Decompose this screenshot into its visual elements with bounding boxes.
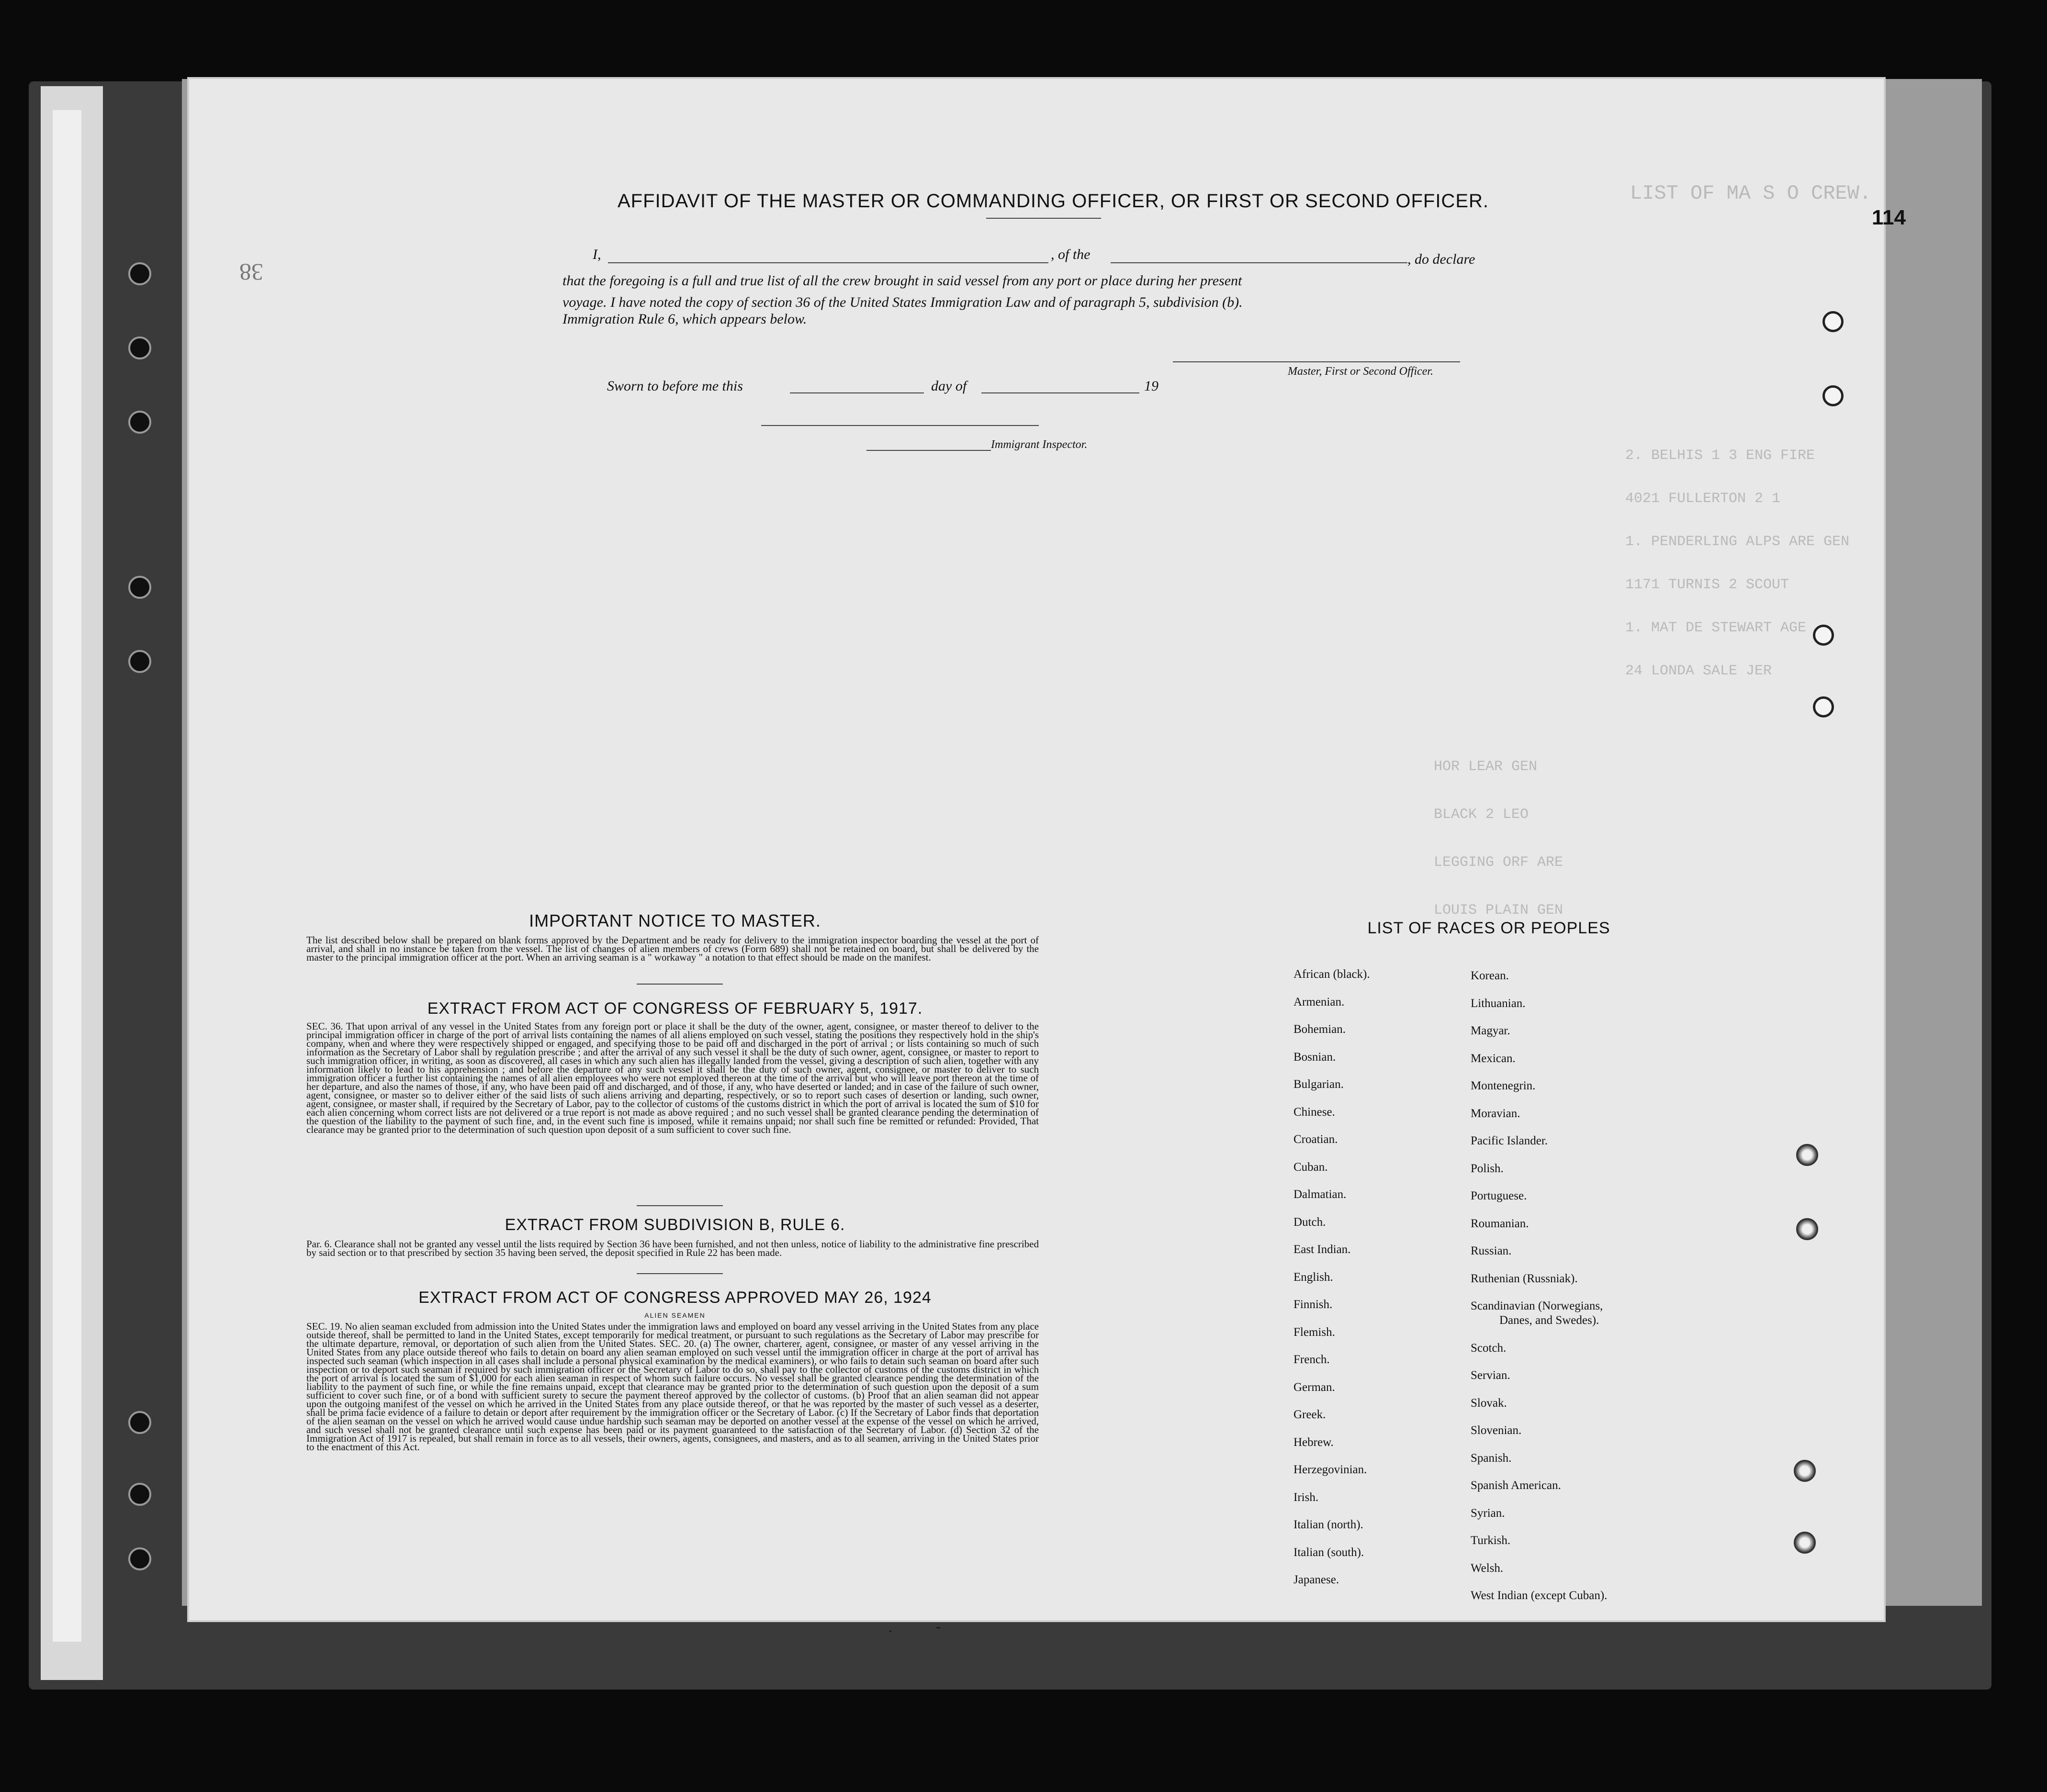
title-rule bbox=[986, 218, 1101, 219]
binder-ring bbox=[1796, 1144, 1818, 1166]
bleed-through-header: LIST OF MA S O CREW. bbox=[1630, 182, 1872, 205]
race-item: Danes, and Swedes). bbox=[1499, 1314, 1599, 1327]
section-rule bbox=[637, 1205, 723, 1206]
inspector-signature-line bbox=[866, 450, 991, 451]
race-item: English. bbox=[1293, 1270, 1333, 1284]
affidavit-i: I, bbox=[593, 246, 601, 262]
punch-hole bbox=[128, 1547, 151, 1570]
bleed-through-row: 2. BELHIS 1 3 ENG FIRE bbox=[1625, 448, 1815, 464]
extract-rule6-title: EXTRACT FROM SUBDIVISION B, RULE 6. bbox=[505, 1216, 845, 1234]
race-item: Spanish. bbox=[1471, 1451, 1512, 1465]
race-item: African (black). bbox=[1293, 968, 1370, 981]
bleed-through-row: 4021 FULLERTON 2 1 bbox=[1625, 491, 1781, 507]
race-item: Slovenian. bbox=[1471, 1424, 1522, 1437]
page-mark: - bbox=[936, 1619, 941, 1635]
master-signature-caption: Master, First or Second Officer. bbox=[1288, 365, 1433, 378]
affidavit-line-4: Immigration Rule 6, which appears below. bbox=[562, 311, 807, 327]
race-item: East Indian. bbox=[1293, 1243, 1351, 1256]
race-item: Scotch. bbox=[1471, 1341, 1507, 1355]
bleed-through-row: LOUIS PLAIN GEN bbox=[1434, 902, 1563, 918]
race-item: Dutch. bbox=[1293, 1215, 1326, 1229]
race-item: Dalmatian. bbox=[1293, 1188, 1347, 1201]
punch-hole bbox=[128, 411, 151, 434]
race-item: Greek. bbox=[1293, 1408, 1326, 1421]
bleed-through-row: 1171 TURNIS 2 SCOUT bbox=[1625, 577, 1789, 593]
binder-ring bbox=[1794, 1460, 1816, 1482]
affidavit-title: AFFIDAVIT OF THE MASTER OR COMMANDING OFFICER, OR FIRST OR SECOND OFFICER. bbox=[618, 190, 1489, 212]
race-item: Irish. bbox=[1293, 1490, 1319, 1504]
extract-1924-body: SEC. 19. No alien seaman excluded from admission into the United States under the immigration laws and employed on board any vessel arriving in the United States from any place outside thereof, shall be permitted to land in the United States, except temporarily for medical treatment, or pursuant to such regulations as the Secretary of Labor may prescribe for the ultimate departure, removal, or deportation of such alien from the United States. SEC. 20. (a) The owner, charterer, agent, consignee, or master of any vessel arriving in the United States from any place outside thereof who fails to detain on board any alien seaman employed on such vessel until the immigration officer in charge at the port of arrival has inspected such seaman (which inspection in all cases shall include a personal physical examination by the medical examiners), or who fails to detain such seaman on board after such inspection or to deport such seaman if required by such immigration officer or the Secretary of Labor to do so, shall pay to the collector of customs of the customs district in which the port of arrival is located the sum of $1,000 for each alien seaman in respect of whom such failure occurs. No vessel shall be granted clearance pending the determination of the liability to the payment of such fine, or while the fine remains unpaid, except that clearance may be granted prior to the determination of such question upon the deposit of a sum sufficient to cover such fine, or of a bond with sufficient surety to secure the payment thereof approved by the collector of customs. (b) Proof that an alien seaman did not appear upon the outgoing manifest of the vessel on which he arrived in the United States from any place outside thereof, or that he was reported by the master of such vessel as a deserter, shall be prima facie evidence of a failure to detain or deport after requirement by the immigration officer or the Secretary of Labor. (c) If the Secretary of Labor finds that deportation of the alien seaman on the vessel on which he arrived would cause undue hardship such seaman may be deported on another vessel at the expense of the vessel on which he arrived, and such vessel shall not be granted clearance until such expense has been paid or its payment guaranteed to the satisfaction of the Secretary of Labor. (d) Section 32 of the Immigration Act of 1917 is repealed, but shall remain in force as to all vessels, their owners, agents, consignees, and masters, and as to all seamen, arriving in the United States prior to the enactment of this Act. bbox=[306, 1321, 1039, 1453]
race-item: Bohemian. bbox=[1293, 1023, 1346, 1036]
race-item: French. bbox=[1293, 1353, 1330, 1366]
race-item: Armenian. bbox=[1293, 995, 1345, 1008]
punch-hole bbox=[128, 262, 151, 285]
races-title: LIST OF RACES OR PEOPLES bbox=[1367, 919, 1610, 937]
race-item: Portuguese. bbox=[1471, 1189, 1527, 1202]
race-item: Scandinavian (Norwegians, bbox=[1471, 1299, 1603, 1312]
race-item: Russian. bbox=[1471, 1244, 1512, 1257]
master-signature-line bbox=[1173, 361, 1460, 362]
notice-title: IMPORTANT NOTICE TO MASTER. bbox=[529, 911, 821, 930]
name-blank bbox=[608, 262, 1048, 263]
bleed-through-row: 24 LONDA SALE JER bbox=[1625, 663, 1772, 679]
month-blank bbox=[981, 392, 1139, 393]
race-item: Servian. bbox=[1471, 1369, 1510, 1382]
race-item: West Indian (except Cuban). bbox=[1471, 1589, 1608, 1602]
race-item: Italian (north). bbox=[1293, 1518, 1363, 1531]
punch-hole bbox=[128, 576, 151, 599]
margin-number-left: 38 bbox=[239, 259, 263, 286]
notice-body: The list described below shall be prepared on blank forms approved by the Department and be ready for delivery to the immigration inspector boarding the vessel at the port of arrival, and shall in no instance be taken from the vessel. The list of changes of alien members of crews (Form 689) shall not be retained on board, but shall be delivered by the master to the principal immigration officer at the port. When an arriving seaman is a " workaway " a notation to that effect should be made on the manifest. bbox=[306, 934, 1039, 963]
race-item: Roumanian. bbox=[1471, 1217, 1529, 1230]
race-item: Italian (south). bbox=[1293, 1546, 1364, 1559]
race-item: Mexican. bbox=[1471, 1052, 1516, 1065]
race-item: Cuban. bbox=[1293, 1160, 1328, 1174]
race-item: Chinese. bbox=[1293, 1105, 1335, 1119]
binder-ring bbox=[1822, 385, 1844, 406]
vessel-blank bbox=[1111, 262, 1407, 263]
sworn-day-blank bbox=[790, 392, 924, 393]
margin-number-right: 114 bbox=[1872, 206, 1906, 229]
sworn-label: Sworn to before me this bbox=[607, 378, 743, 394]
extract-1917-body: SEC. 36. That upon arrival of any vessel in the United States from any foreign port or place it shall be the duty of the owner, agent, consignee, or master thereof to deliver to the principal immigration officer in charge of the port of arrival lists containing the names of all aliens employed on such vessel, stating the positions they respectively hold in the ship's company, when and where they were respectively shipped or engaged, and specifying those to be paid off and discharged in the port of arrival ; or lists containing so much of such information as the Secretary of Labor shall by regulation prescribe ; and after the arrival of any such vessel it shall be the duty of such owner, agent, consignee, or master to report to such immigration officer, in writing, as soon as discovered, all cases in which any such alien has illegally landed from the vessel, giving a description of such alien, together with any information likely to lead to his apprehension ; and before the departure of any such vessel it shall be the duty of such owner, agent, consignee, or master to deliver to such immigration officer a further list containing the names of all alien employees who were not employed thereon at the time of the arrival but who will leave port thereon at the time of her departure, and also the names of those, if any, who have been paid off and discharged, and of those, if any, who have deserted or landed; and in case of the failure of such owner, agent, consignee, or master so to deliver either of the said lists of such aliens arriving and departing, respectively, or so to report such cases of desertion or landing, such owner, agent, consignee, or master shall, if required by the Secretary of Labor, pay to the collector of customs of the customs district in which the port of arrival is located the sum of $10 for each alien concerning whom correct lists are not delivered or a true report is not made as above required ; and no such vessel shall be granted clearance pending the determination of the question of the liability to the payment of such fine, and, in the event such fine is imposed, while it remains unpaid; nor shall such fine be remitted or refunded: Provided, That clearance may be granted prior to the determination of such question upon deposit of a sum sufficient to cover such fine. bbox=[306, 1020, 1039, 1135]
binder-ring bbox=[1813, 696, 1834, 717]
page-mark: · bbox=[888, 1624, 893, 1639]
race-item: Flemish. bbox=[1293, 1325, 1335, 1339]
sworn-divider bbox=[761, 425, 1039, 426]
affidavit-line-3: voyage. I have noted the copy of section 36 of the United States Immigration Law and of paragraph 5, subdivision (b). bbox=[562, 294, 1243, 310]
race-item: Turkish. bbox=[1471, 1534, 1511, 1547]
race-item: Hebrew. bbox=[1293, 1435, 1334, 1449]
binder-ring bbox=[1796, 1218, 1818, 1240]
punch-hole bbox=[128, 1411, 151, 1434]
inspector-caption: Immigrant Inspector. bbox=[991, 438, 1088, 451]
race-item: Syrian. bbox=[1471, 1506, 1505, 1520]
binder-ring bbox=[1794, 1532, 1816, 1554]
binder-spine-inner bbox=[53, 110, 81, 1642]
race-item: Welsh. bbox=[1471, 1561, 1504, 1575]
race-item: Croatian. bbox=[1293, 1133, 1338, 1146]
race-item: Bulgarian. bbox=[1293, 1078, 1344, 1091]
bleed-through-row: LEGGING ORF ARE bbox=[1434, 854, 1563, 871]
extract-1917-title: EXTRACT FROM ACT OF CONGRESS OF FEBRUARY 5, 1917. bbox=[427, 999, 923, 1018]
race-item: Slovak. bbox=[1471, 1396, 1507, 1410]
race-item: Moravian. bbox=[1471, 1107, 1520, 1120]
day-of-label: day of bbox=[931, 378, 967, 394]
race-item: Ruthenian (Russniak). bbox=[1471, 1272, 1578, 1285]
race-item: Bosnian. bbox=[1293, 1050, 1336, 1064]
section-rule bbox=[637, 984, 723, 985]
section-rule bbox=[637, 1273, 723, 1274]
punch-hole bbox=[128, 650, 151, 673]
extract-rule6-body: Par. 6. Clearance shall not be granted any vessel until the lists required by Section 36 have been furnished, and not then unless, notice of liability to the administrative fine prescribed by said section or to that prescribed by section 35 having been served, the deposit specified in Rule 22 has been made. bbox=[306, 1238, 1039, 1258]
bleed-through-row: BLACK 2 LEO bbox=[1434, 806, 1529, 823]
bleed-through-row: 1. MAT DE STEWART AGE bbox=[1625, 620, 1807, 636]
year-label: 19 bbox=[1144, 378, 1158, 394]
race-item: Pacific Islander. bbox=[1471, 1134, 1548, 1147]
bleed-through-row: HOR LEAR GEN bbox=[1434, 759, 1538, 775]
race-item: Lithuanian. bbox=[1471, 997, 1526, 1010]
binder-ring bbox=[1813, 625, 1834, 646]
race-item: Korean. bbox=[1471, 969, 1509, 982]
bleed-through-row: 1. PENDERLING ALPS ARE GEN bbox=[1625, 534, 1850, 550]
binder-ring bbox=[1822, 311, 1844, 332]
punch-hole bbox=[128, 1483, 151, 1506]
affidavit-of-the: , of the bbox=[1051, 246, 1091, 262]
race-item: Spanish American. bbox=[1471, 1479, 1561, 1492]
race-item: Magyar. bbox=[1471, 1024, 1510, 1037]
extract-1924-title: EXTRACT FROM ACT OF CONGRESS APPROVED MAY 26, 1924 bbox=[418, 1288, 932, 1307]
race-item: Montenegrin. bbox=[1471, 1079, 1536, 1092]
race-item: Polish. bbox=[1471, 1162, 1504, 1175]
race-item: Herzegovinian. bbox=[1293, 1463, 1367, 1476]
extract-1924-subtitle: ALIEN SEAMEN bbox=[644, 1311, 706, 1319]
punch-hole bbox=[128, 336, 151, 359]
race-item: German. bbox=[1293, 1380, 1335, 1394]
race-item: Japanese. bbox=[1293, 1573, 1339, 1586]
affidavit-declare: , do declare bbox=[1407, 251, 1475, 267]
affidavit-line-2: that the foregoing is a full and true list of all the crew brought in said vessel from any port or place during her present bbox=[562, 273, 1242, 289]
race-item: Finnish. bbox=[1293, 1298, 1333, 1311]
